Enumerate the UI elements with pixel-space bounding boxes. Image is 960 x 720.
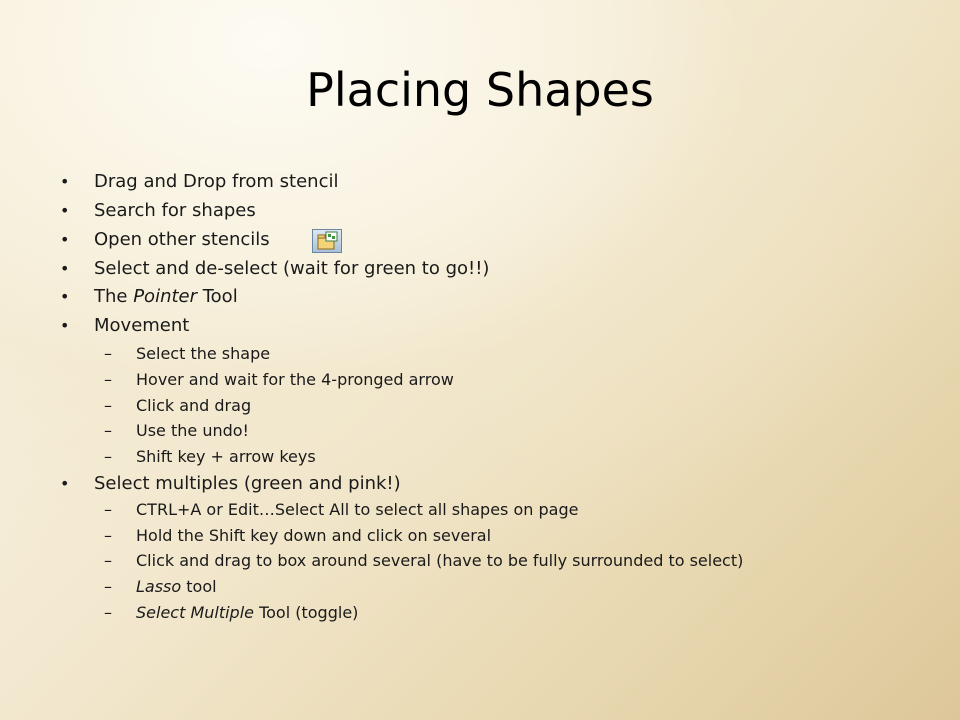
sub-bullet-text: Use the undo! bbox=[136, 421, 249, 440]
sub-bullet-text: Hold the Shift key down and click on several bbox=[136, 526, 492, 545]
dash-marker: – bbox=[104, 500, 112, 519]
sub-bullet-text: Click and drag to box around several (have to be fully surrounded to select) bbox=[136, 551, 744, 570]
bullet-marker: • bbox=[60, 287, 70, 306]
bullet-marker: • bbox=[60, 316, 70, 335]
slide-title: Placing Shapes bbox=[306, 63, 654, 117]
dash-marker: – bbox=[104, 344, 112, 363]
dash-marker: – bbox=[104, 396, 112, 415]
sub-bullet-text: CTRL+A or Edit…Select All to select all shapes on page bbox=[136, 500, 579, 519]
emphasis-text: Pointer bbox=[133, 286, 198, 307]
bullet-marker: • bbox=[60, 230, 70, 249]
sub-bullet-text bbox=[136, 575, 217, 599]
bullet-marker: • bbox=[60, 259, 70, 278]
bullet-text: Open other stencils bbox=[94, 229, 270, 250]
bullet-text: Movement bbox=[94, 315, 190, 336]
dash-marker: – bbox=[104, 577, 112, 596]
dash-marker: – bbox=[104, 447, 112, 466]
dash-marker: – bbox=[104, 526, 112, 545]
text-segment: Tool bbox=[197, 286, 238, 307]
dash-marker: – bbox=[104, 421, 112, 440]
dash-marker: – bbox=[104, 370, 112, 389]
text-segment: Tool (toggle) bbox=[254, 603, 359, 622]
dash-marker: – bbox=[104, 551, 112, 570]
text-segment: The bbox=[94, 286, 134, 307]
text-segment: tool bbox=[181, 577, 217, 596]
emphasis-text: Lasso bbox=[136, 577, 182, 596]
sub-bullet-text: Click and drag bbox=[136, 396, 252, 415]
open-stencil-icon bbox=[312, 229, 342, 253]
bullet-text bbox=[94, 283, 238, 311]
bullet-text: Search for shapes bbox=[94, 200, 256, 221]
sub-bullet-text: Shift key + arrow keys bbox=[136, 447, 316, 466]
sub-bullet-text: Select the shape bbox=[136, 344, 271, 363]
bullet-marker: • bbox=[60, 172, 70, 191]
emphasis-text: Select Multiple bbox=[136, 603, 254, 622]
bullet-marker: • bbox=[60, 474, 70, 493]
sub-bullet-text: Hover and wait for the 4-pronged arrow bbox=[136, 370, 454, 389]
dash-marker: – bbox=[104, 603, 112, 622]
bullet-marker: • bbox=[60, 201, 70, 220]
sub-bullet-text bbox=[136, 601, 358, 625]
bullet-text: Drag and Drop from stencil bbox=[94, 171, 339, 192]
bullet-text: Select and de-select (wait for green to go!!) bbox=[94, 258, 490, 279]
bullet-text: Select multiples (green and pink!) bbox=[94, 473, 401, 494]
